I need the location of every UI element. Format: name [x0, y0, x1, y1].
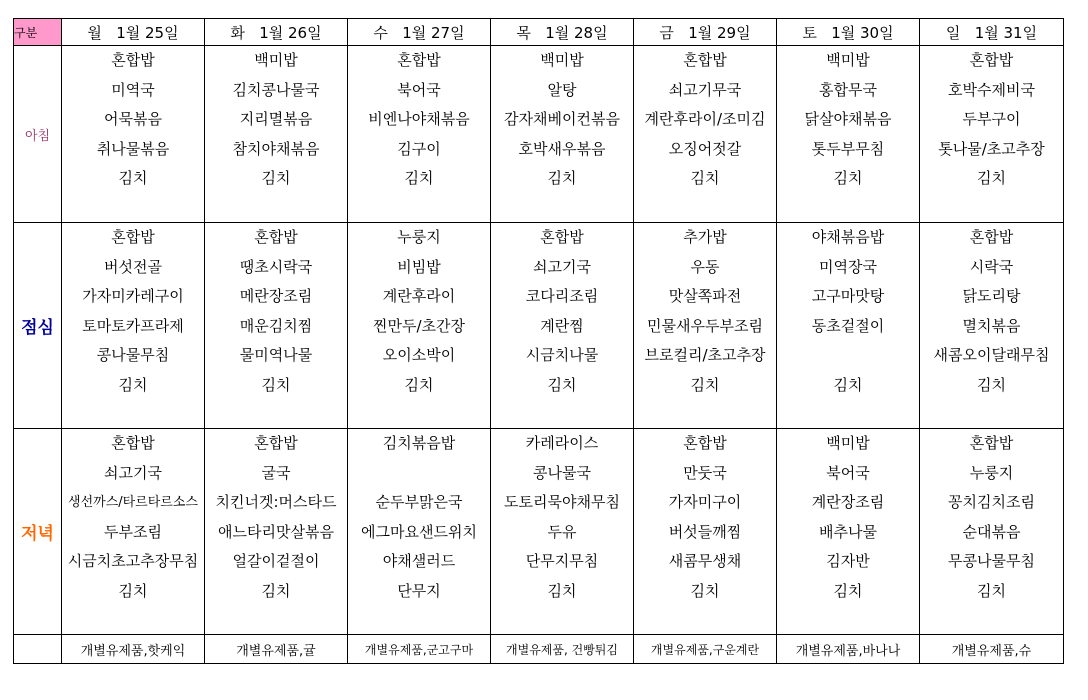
dish-item: 김치: [833, 581, 863, 600]
dish-item: 참치야채볶음: [232, 139, 320, 158]
weekly-menu-table: [13, 18, 1064, 664]
dish-item: 취나물볶음: [96, 139, 170, 158]
dish-item: 김치: [833, 169, 863, 187]
day-header: 수 1월 27일: [348, 19, 491, 46]
dish-item: 비빔밥: [397, 257, 441, 276]
dish-item: 꽁치김치조림: [948, 493, 1035, 511]
day-header: 토 1월 30일: [777, 19, 920, 46]
dish-item: 비엔나야채볶음: [368, 110, 470, 128]
dish-item: 멸치볶음: [962, 316, 1021, 335]
dish-item: 매운김치찜: [239, 316, 313, 335]
dish-item: 버섯들깨찜: [668, 522, 742, 541]
dish-item: 혼합밥: [683, 51, 727, 69]
dish-item: 단무지무침: [525, 552, 599, 570]
lunch-menu-cell: [634, 223, 777, 429]
dish-item: 시락국: [969, 257, 1014, 276]
dish-item: 굴국: [261, 463, 291, 482]
dish-item: 혼합밥: [969, 228, 1014, 246]
corner-label: 구분: [14, 19, 62, 46]
dish-item: 혼합밥: [969, 51, 1014, 69]
dish-item: 김치: [118, 581, 148, 600]
breakfast-menu-cell: [62, 46, 205, 223]
dish-item: 김치: [547, 169, 577, 187]
dish-item: 두부조림: [104, 522, 162, 541]
dinner-menu-cell: [62, 429, 205, 635]
lunch-row: [14, 223, 1064, 429]
dish-item: 김치: [261, 581, 291, 600]
dish-item: 땡초시락국: [239, 257, 313, 276]
dish-item: 미역국: [111, 80, 155, 99]
day-header: 금 1월 29일: [634, 19, 777, 46]
dish-item: 김치: [404, 169, 434, 187]
dish-item: 백미밥: [826, 51, 870, 69]
dish-item: 계란후라이: [382, 287, 456, 305]
dish-item: 김치: [261, 375, 291, 394]
dish-item: 김치: [118, 169, 148, 187]
snack-row: [14, 635, 1064, 664]
snack-cell: 개별유제품,핫케익: [62, 635, 205, 664]
snack-cell: 개별유제품,귤: [205, 635, 348, 664]
header-row: [14, 19, 1064, 46]
dish-item: [777, 341, 919, 371]
dish-item: 가자미구이: [668, 493, 742, 511]
dish-item: 지리멸볶음: [239, 110, 313, 128]
dish-item: 코다리조림: [525, 287, 599, 305]
lunch-label: 점심: [14, 223, 62, 429]
day-header: 목 1월 28일: [491, 19, 634, 46]
dish-item: 혼합밥: [254, 228, 298, 246]
lunch-menu-cell: [491, 223, 634, 429]
dish-item: 김치콩나물국: [232, 80, 320, 99]
snack-label-cell: [14, 635, 62, 664]
dish-item: 김치: [977, 169, 1006, 187]
dish-item: 새콤무생채: [668, 552, 742, 570]
dinner-menu-cell: [491, 429, 634, 635]
dish-item: 카레라이스: [525, 434, 599, 452]
dish-item: 고구마맛탕: [811, 287, 885, 305]
dish-item: 시금치초고추장무침: [67, 552, 199, 570]
dish-item: 야채샐러드: [382, 552, 456, 570]
snack-cell: 개별유제품,군고구마: [348, 635, 491, 664]
dish-item: 혼합밥: [254, 434, 298, 452]
dish-item: 얼갈이겉절이: [232, 552, 320, 570]
dish-item: 무콩나물무침: [948, 552, 1035, 570]
day-header: 화 1월 26일: [205, 19, 348, 46]
dish-item: 어묵볶음: [104, 110, 162, 128]
dish-item: 애느타리맛살볶음: [218, 522, 334, 541]
dish-item: 혼합밥: [111, 434, 155, 452]
dish-item: 콩나물국: [533, 463, 591, 482]
breakfast-menu-cell: [348, 46, 491, 223]
dish-item: 김치: [547, 581, 577, 600]
dish-item: 김치: [977, 581, 1006, 600]
snack-cell: 개별유제품, 건빵튀김: [491, 635, 634, 664]
dish-item: 배추나물: [819, 522, 877, 541]
dish-item: 도토리묵야채무침: [504, 493, 620, 511]
dish-item: 두유: [547, 522, 577, 541]
dish-item: 백미밥: [254, 51, 298, 69]
dish-item: 버섯전골: [104, 257, 162, 276]
dish-item: 김치: [690, 375, 720, 394]
dish-item: 알탕: [547, 80, 577, 99]
snack-cell: 개별유제품,바나나: [777, 635, 920, 664]
dish-item: 혼합밥: [397, 51, 441, 69]
dish-item: 순두부맑은국: [375, 493, 463, 511]
lunch-menu-cell: [348, 223, 491, 429]
breakfast-menu-cell: [205, 46, 348, 223]
dish-item: 북어국: [826, 463, 870, 482]
lunch-menu-cell: [920, 223, 1064, 429]
dinner-label: 저녁: [14, 429, 62, 635]
lunch-menu-cell: [205, 223, 348, 429]
snack-cell: 개별유제품,구운계란: [634, 635, 777, 664]
dish-item: 미역장국: [819, 257, 877, 276]
dish-item: 혼합밥: [969, 434, 1014, 452]
dish-item: 누룽지: [969, 463, 1014, 482]
dish-item: 김구이: [397, 139, 441, 158]
dinner-menu-cell: [634, 429, 777, 635]
dish-item: 계란장조림: [811, 493, 885, 511]
dish-item: 혼합밥: [111, 228, 155, 246]
lunch-menu-cell: [62, 223, 205, 429]
breakfast-row: [14, 46, 1064, 223]
dish-item: 닭도리탕: [962, 287, 1021, 305]
dish-item: 생선까스/타르타르소스: [68, 495, 198, 510]
day-header: 일 1월 31일: [920, 19, 1064, 46]
dish-item: 김치: [547, 375, 577, 394]
dinner-row: [14, 429, 1064, 635]
dish-item: 토마토카프라제: [82, 316, 184, 335]
dish-item: 김치: [690, 581, 720, 600]
dish-item: 혼합밥: [540, 228, 584, 246]
lunch-menu-cell: [777, 223, 920, 429]
breakfast-menu-cell: [920, 46, 1064, 223]
dish-item: 동초겉절이: [811, 316, 885, 335]
dish-item: 쇠고기국: [533, 257, 591, 276]
dish-item: 쇠고기무국: [668, 80, 742, 99]
dish-item: 만둣국: [683, 463, 727, 482]
dish-item: 추가밥: [683, 228, 727, 246]
dish-item: 찐만두/초간장: [373, 316, 465, 335]
dish-item: 치킨너겟:머스타드: [215, 493, 337, 511]
dinner-menu-cell: [920, 429, 1064, 635]
dish-item: 홍합무국: [819, 80, 877, 99]
dish-item: 단무지: [397, 581, 441, 600]
dish-item: 오징어젓갈: [668, 139, 742, 158]
dish-item: 시금치나물: [525, 346, 599, 364]
breakfast-menu-cell: [491, 46, 634, 223]
dish-item: 순대볶음: [962, 522, 1021, 541]
dish-item: 새콤오이달래무침: [933, 346, 1050, 364]
dish-item: 김치: [118, 375, 148, 394]
dish-item: 김치: [261, 169, 291, 187]
dish-item: 쇠고기국: [104, 463, 162, 482]
dish-item: 맛살쪽파전: [668, 287, 742, 305]
dish-item: 김치: [404, 375, 434, 394]
dish-item: 계란찜: [540, 316, 584, 335]
dish-item: 오이소박이: [382, 346, 456, 364]
dish-item: 누룽지: [397, 228, 441, 246]
dish-item: 백미밥: [826, 434, 870, 452]
breakfast-label: 아침: [14, 46, 62, 223]
dish-item: 김치볶음밥: [382, 434, 456, 452]
dish-item: 북어국: [397, 80, 441, 99]
dish-item: 메란장조림: [239, 287, 313, 305]
dish-item: 감자채베이컨볶음: [504, 110, 620, 128]
dish-item: 민물새우두부조림: [647, 316, 763, 335]
dinner-menu-cell: [205, 429, 348, 635]
dish-item: 두부구이: [962, 110, 1021, 128]
day-header: 월 1월 25일: [62, 19, 205, 46]
dish-item: 계란후라이/조미김: [644, 110, 766, 128]
snack-cell: 개별유제품,슈: [920, 635, 1064, 664]
dish-item: 닭살야채볶음: [804, 110, 892, 128]
dish-item: 혼합밥: [111, 51, 155, 69]
dish-item: 호박수제비국: [948, 80, 1035, 99]
dish-item: 가자미카레구이: [82, 287, 184, 305]
dish-item: 혼합밥: [683, 434, 727, 452]
dish-item: [348, 459, 490, 489]
dish-item: 우동: [690, 257, 720, 276]
dinner-menu-cell: [348, 429, 491, 635]
dish-item: 물미역나물: [239, 346, 313, 364]
breakfast-menu-cell: [777, 46, 920, 223]
dish-item: 콩나물무침: [96, 346, 170, 364]
dish-item: 톳나물/초고추장: [938, 139, 1045, 158]
dish-item: 야채볶음밥: [811, 228, 885, 246]
breakfast-menu-cell: [634, 46, 777, 223]
dish-item: 김치: [977, 375, 1006, 394]
dish-item: 브로컬리/초고추장: [644, 346, 766, 364]
dish-item: 김치: [833, 375, 863, 394]
dish-item: 호박새우볶음: [518, 139, 606, 158]
dish-item: 김치: [690, 169, 720, 187]
dish-item: 백미밥: [540, 51, 584, 69]
dish-item: 에그마요샌드위치: [361, 522, 477, 541]
dish-item: 톳두부무침: [811, 139, 885, 158]
dish-item: 김자반: [826, 552, 870, 570]
dinner-menu-cell: [777, 429, 920, 635]
